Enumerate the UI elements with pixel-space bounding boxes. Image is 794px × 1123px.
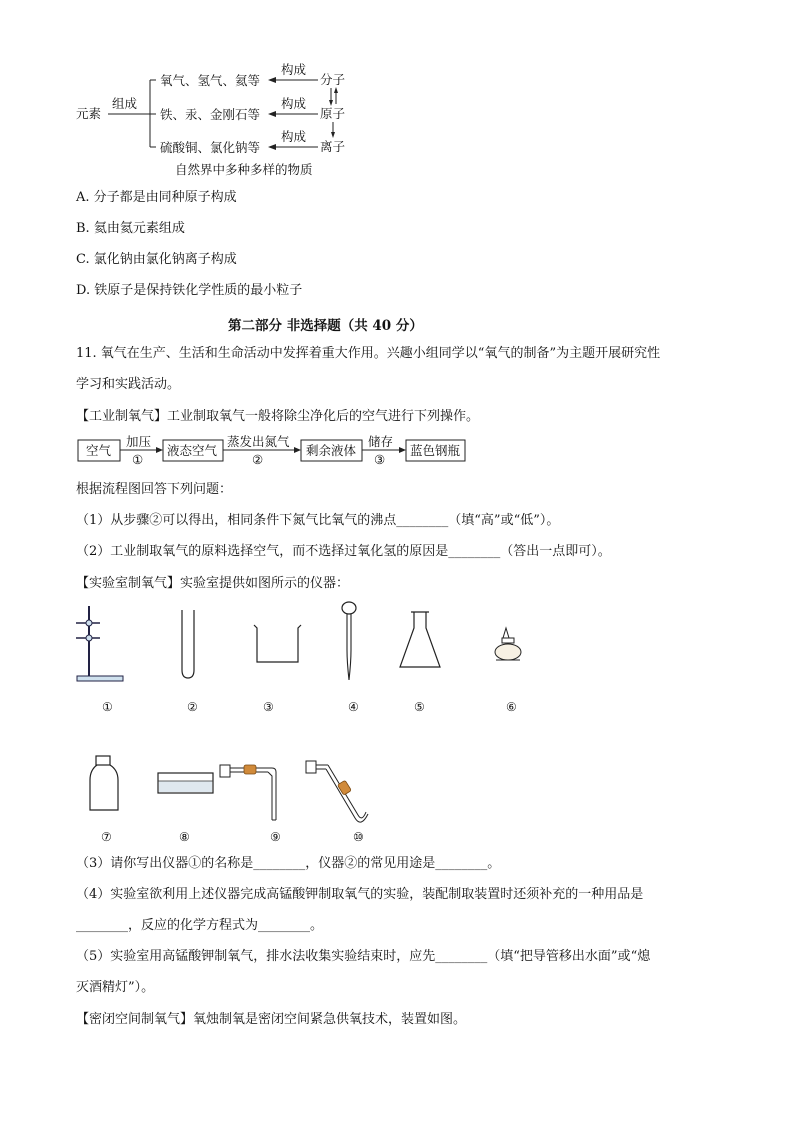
apparatus-label-5: ⑤: [414, 700, 425, 714]
apparatus-label-6: ⑥: [506, 700, 517, 714]
substance-row-1: 氧气、氢气、氦等: [160, 73, 261, 88]
apparatus-label-1: ①: [102, 700, 113, 714]
closed-space-heading: 【密闭空间制氧气】氧烛制氧是密闭空间紧急供氧技术，装置如图。: [76, 1012, 467, 1027]
flow-box-blue-cylinder: 蓝色钢瓶: [410, 443, 461, 458]
constitute-label-2: 构成: [281, 96, 307, 111]
substance-row-2: 铁、汞、金刚石等: [160, 107, 261, 122]
sub-question-2: （2）工业制取氧气的原料选择空气，而不选择过氧化氢的原因是________（答出一点即可）。: [76, 544, 611, 559]
flow-box-residual: 剩余液体: [306, 443, 357, 458]
ion-label: 离子: [320, 139, 346, 154]
flow-step-1-num: ①: [132, 452, 144, 467]
flow-step-store: 储存: [368, 434, 394, 449]
sub-question-1: （1）从步骤②可以得出，相同条件下氮气比氧气的沸点________（填“高”或“低”）。: [76, 513, 560, 528]
industrial-heading: 【工业制氧气】工业制取氧气一般将除尘净化后的空气进行下列操作。: [76, 409, 480, 424]
section-title: 第二部分 非选择题（共 40 分）: [228, 318, 423, 334]
apparatus-label-4: ④: [348, 700, 359, 714]
molecule-label: 分子: [320, 72, 346, 87]
q11-line-1: 11. 氧气在生产、生活和生命活动中发挥着重大作用。兴趣小组同学以“氧气的制备”为主题开展研究性: [76, 346, 661, 361]
stopper-delivery-tube-icon: [220, 765, 276, 820]
flow-step-pressurize: 加压: [126, 434, 152, 449]
apparatus-label-10: ⑩: [353, 830, 364, 844]
sub-question-5-line-2: 灭酒精灯”）。: [76, 980, 155, 995]
apparatus-label-2: ②: [187, 700, 198, 714]
q11-line-2: 学习和实践活动。: [76, 377, 181, 392]
element-label: 元素: [76, 106, 102, 121]
apparatus-label-3: ③: [263, 700, 274, 714]
flow-step-3-num: ③: [374, 452, 386, 467]
water-trough-icon: [158, 773, 213, 793]
flow-step-2-num: ②: [252, 452, 264, 467]
apparatus-label-8: ⑧: [179, 830, 190, 844]
flow-box-air: 空气: [86, 443, 112, 458]
apparatus-label-9: ⑨: [270, 830, 281, 844]
gas-jar-icon: [90, 756, 118, 810]
option-c: C. 氯化钠由氯化钠离子构成: [76, 252, 237, 267]
diagram-caption: 自然界中多种多样的物质: [175, 162, 313, 177]
constitute-label-3: 构成: [281, 129, 307, 144]
option-b: B. 氦由氦元素组成: [76, 221, 185, 236]
sub-question-4-line-2: ________，反应的化学方程式为________。: [76, 918, 324, 933]
bent-delivery-tube-icon: [306, 761, 368, 822]
long-neck-funnel-icon: [342, 602, 356, 680]
test-tube-icon: [182, 610, 194, 678]
flow-step-evaporate: 蒸发出氮气: [227, 434, 290, 449]
lab-heading: 【实验室制氧气】实验室提供如图所示的仪器：: [76, 576, 350, 591]
sub-question-4-line-1: （4）实验室欲利用上述仪器完成高锰酸钾制取氧气的实验，装配制取装置时还须补充的一种用品是: [76, 887, 644, 902]
iron-stand-icon: [76, 606, 123, 681]
substance-row-3: 硫酸铜、氯化钠等: [160, 140, 261, 155]
beaker-icon: [254, 625, 301, 662]
atom-label: 原子: [320, 106, 346, 121]
option-d: D. 铁原子是保持铁化学性质的最小粒子: [76, 283, 303, 298]
alcohol-lamp-icon: [495, 628, 521, 660]
sub-question-5-line-1: （5）实验室用高锰酸钾制氧气，排水法收集实验结束时，应先________（填“把导管移出水面”或“熄: [76, 949, 651, 964]
compose-label: 组成: [112, 96, 138, 111]
sub-question-3: （3）请你写出仪器①的名称是________，仪器②的常见用途是________。: [76, 856, 501, 871]
conical-flask-icon: [400, 612, 440, 667]
option-a: A. 分子都是由同种原子构成: [76, 190, 237, 205]
answer-prompt: 根据流程图回答下列问题：: [76, 482, 233, 497]
apparatus-label-7: ⑦: [101, 830, 112, 844]
constitute-label-1: 构成: [281, 62, 307, 77]
flow-box-liquid-air: 液态空气: [167, 443, 218, 458]
